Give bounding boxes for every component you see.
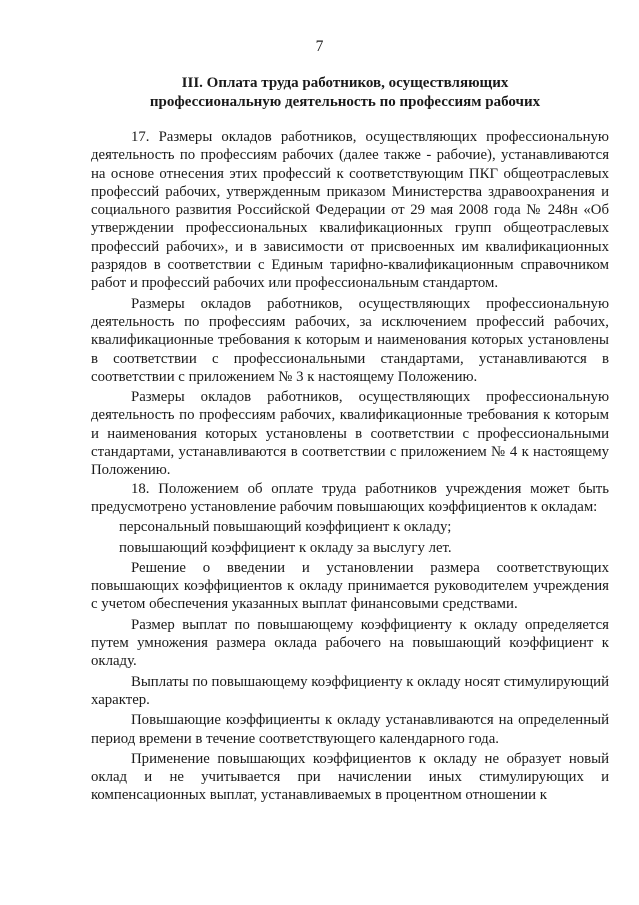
page-number: 7: [315, 38, 324, 55]
paragraph-18: 18. Положением об оплате труда работников учреждения может быть предусмотрено установление рабочим повышающих коэффициентов к окладам:: [91, 480, 609, 515]
body-text: [91, 128, 609, 805]
paragraph-application: Применение повышающих коэффициентов к окладу не образует новый оклад и не учитывается при начислении иных стимулирующих и компенсационных выплат, устанавливаемых в процентном отношении к: [91, 750, 609, 804]
paragraph-stimulating: Выплаты по повышающему коэффициенту к окладу носят стимулирующий характер.: [91, 673, 609, 708]
section-title-line-2: профессиональную деятельность по профессиям рабочих: [149, 93, 541, 110]
section-title: [90, 74, 600, 111]
list-item-seniority-coefficient: повышающий коэффициент к окладу за выслугу лет.: [119, 539, 452, 556]
list-item-personal-coefficient: персональный повышающий коэффициент к окладу;: [119, 519, 452, 536]
paragraph-payment-size: Размер выплат по повышающему коэффициенту к окладу определяется путем умножения размера оклада рабочего на повышающий коэффициент к окладу.: [91, 616, 609, 670]
paragraph-oklad-sizes-1: Размеры окладов работников, осуществляющих профессиональную деятельность по профессиям рабочих, за исключением профессий рабочих, квалификационные требования к которым и наименования которых установлены в соответствии с профессиональными стандартами, устанавливаются в соответствии с приложением № 3 к настоящему Положению.: [91, 295, 609, 385]
paragraph-17: 17. Размеры окладов работников, осуществляющих профессиональную деятельность по профессиям рабочих (далее также - рабочие), устанавливаются на основе отнесения этих профессий к соответствующим ПКГ общеотраслевых профессий рабочих, утвержденным приказом Министерства здравоохранения и социального развития Российской Федерации от 29 мая 2008 года № 248н «Об утверждении профессиональных квалификационных групп общеотраслевых профессий рабочих», и в зависимости от присвоенных им квалификационных разрядов в соответствии с Единым тарифно-квалификационным справочником работ и профессий рабочих или профессиональным стандартом.: [91, 129, 609, 292]
paragraph-period: Повышающие коэффициенты к окладу устанавливаются на определенный период времени в течение соответствующего календарного года.: [91, 712, 609, 747]
paragraph-decision: Решение о введении и установлении размера соответствующих повышающих коэффициентов к окладу принимается руководителем учреждения с учетом обеспечения указанных выплат финансовыми средствами.: [91, 559, 609, 613]
section-title-line-1: III. Оплата труда работников, осуществляющих: [181, 75, 509, 91]
paragraph-oklad-sizes-2: Размеры окладов работников, осуществляющих профессиональную деятельность по профессиям рабочих, квалификационные требования к которым и наименования которых установлены в соответствии с профессиональными стандартами, устанавливаются в соответствии с приложением № 4 к настоящему Положению.: [91, 389, 609, 479]
